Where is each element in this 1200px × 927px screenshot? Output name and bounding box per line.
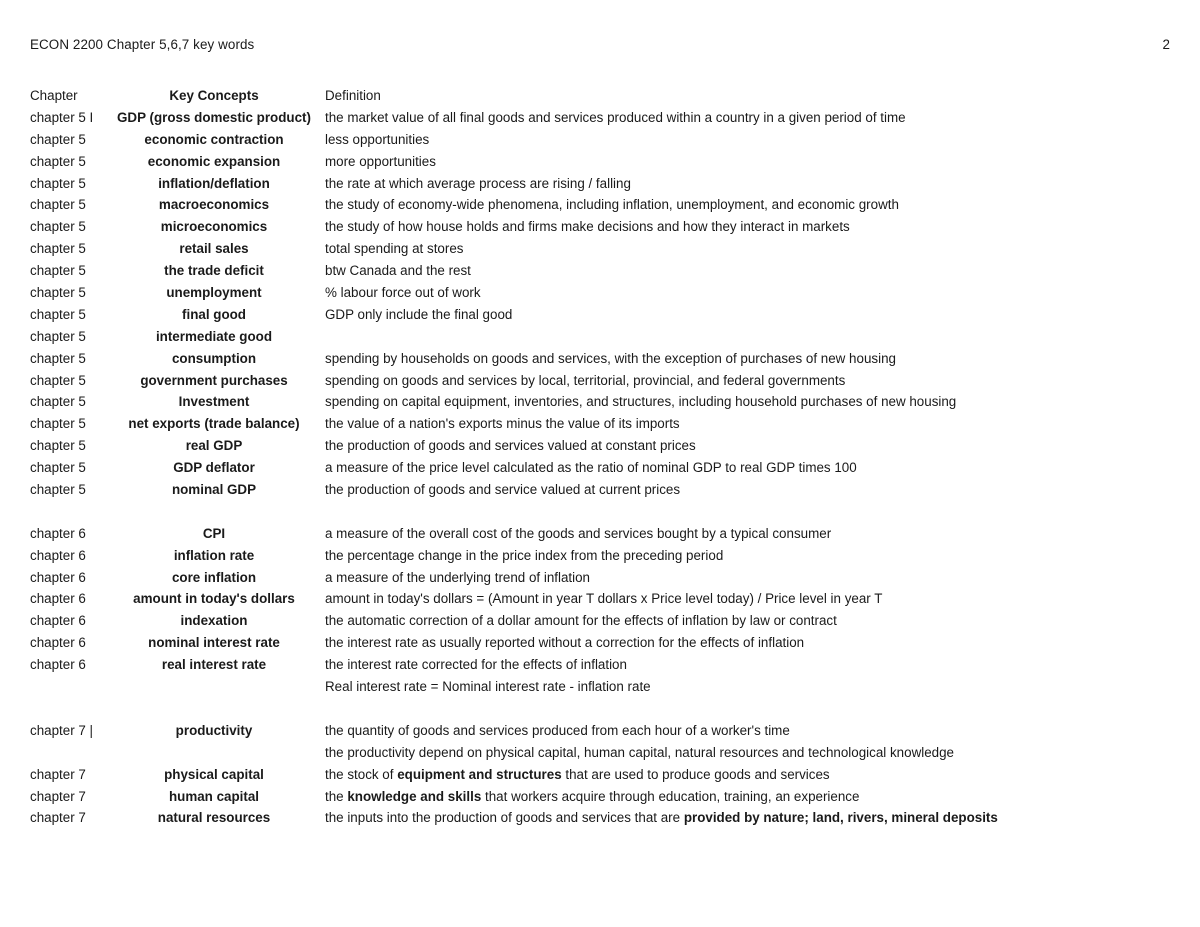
chapter-cell: chapter 6 <box>30 657 86 673</box>
chapter-cell: chapter 5 <box>30 328 86 344</box>
definition-text: that are used to produce goods and services <box>561 766 830 782</box>
table-row <box>30 610 1170 632</box>
definition-cell: the rate at which average process are rising / falling <box>325 175 631 191</box>
definition-cell: spending on capital equipment, inventories, and structures, including household purchases of new housing <box>325 394 957 410</box>
definition-cell: the percentage change in the price index from the preceding period <box>325 547 724 563</box>
chapter-cell: chapter 5 <box>30 482 86 498</box>
concept-cell: inflation/deflation <box>158 175 270 191</box>
column-header-key-concepts: Key Concepts <box>169 88 259 103</box>
definition-cell: the value of a nation's exports minus the value of its imports <box>325 416 680 432</box>
definition-emphasis: equipment and structures <box>397 766 562 782</box>
definition-cell: a measure of the price level calculated as the ratio of nominal GDP to real GDP times 100 <box>325 460 857 476</box>
table-row <box>30 567 1170 589</box>
table-row <box>30 413 1170 435</box>
chapter-cell: chapter 5 <box>30 197 86 213</box>
table-row <box>30 326 1170 348</box>
chapter-cell: chapter 5 <box>30 131 86 147</box>
chapter-cell: chapter 6 <box>30 613 86 629</box>
definition-cell <box>325 764 830 786</box>
table-row <box>30 173 1170 195</box>
concept-cell: economic contraction <box>144 131 284 147</box>
table-row <box>30 370 1170 392</box>
definition-cell: spending on goods and services by local, territorial, provincial, and federal governments <box>325 372 846 388</box>
concept-cell: real interest rate <box>161 657 267 673</box>
concept-cell: Investment <box>178 394 250 410</box>
table-row <box>30 457 1170 479</box>
definition-cell: % labour force out of work <box>325 285 481 301</box>
definition-cell: amount in today's dollars = (Amount in year T dollars x Price level today) / Price level in year T <box>325 591 883 607</box>
document-title: ECON 2200 Chapter 5,6,7 key words <box>30 37 255 52</box>
definition-cell: less opportunities <box>325 131 430 147</box>
definition-cell: more opportunities <box>325 153 436 169</box>
chapter-cell: chapter 7 <box>30 766 86 782</box>
table-row <box>30 194 1170 216</box>
table-row <box>30 545 1170 567</box>
blank-row <box>30 698 1170 720</box>
concept-cell: natural resources <box>157 810 271 826</box>
table-row <box>30 479 1170 501</box>
definition-cell <box>325 807 998 829</box>
chapter-cell: chapter 5 I <box>30 109 94 125</box>
table-row <box>30 807 1170 829</box>
table-row <box>30 742 1170 764</box>
chapter-cell: chapter 6 <box>30 547 86 563</box>
chapter-cell: chapter 7 <box>30 810 86 826</box>
definition-cell <box>325 786 859 808</box>
definition-cell: the interest rate as usually reported without a correction for the effects of inflation <box>325 635 805 651</box>
table-row <box>30 720 1170 742</box>
table-row <box>30 238 1170 260</box>
table-row <box>30 786 1170 808</box>
table-row <box>30 523 1170 545</box>
chapter-cell: chapter 7 | <box>30 722 94 738</box>
definition-cell: a measure of the overall cost of the goods and services bought by a typical consumer <box>325 525 832 541</box>
definition-cell: Real interest rate = Nominal interest rate - inflation rate <box>325 679 651 695</box>
concept-cell: CPI <box>202 525 226 541</box>
table-row <box>30 260 1170 282</box>
concept-cell: consumption <box>171 350 257 366</box>
definition-emphasis: knowledge and skills <box>347 788 482 804</box>
table-header-row <box>30 85 1170 107</box>
chapter-cell: chapter 5 <box>30 175 86 191</box>
chapter-cell: chapter 6 <box>30 591 86 607</box>
definition-text: that workers acquire through education, training, an experience <box>481 788 860 804</box>
concept-cell: nominal interest rate <box>148 635 280 651</box>
definition-cell: the market value of all final goods and services produced within a country in a given period of time <box>325 109 906 125</box>
definition-cell: the study of how house holds and firms make decisions and how they interact in markets <box>325 219 850 235</box>
chapter-cell: chapter 5 <box>30 460 86 476</box>
concept-cell: final good <box>182 306 246 322</box>
definition-cell: the productivity depend on physical capital, human capital, natural resources and technological knowledge <box>325 744 955 760</box>
definition-text: the inputs into the production of goods and services that are <box>325 810 684 826</box>
blank-row <box>30 501 1170 523</box>
chapter-cell: chapter 5 <box>30 263 86 279</box>
table-row <box>30 654 1170 676</box>
chapter-cell: chapter 5 <box>30 394 86 410</box>
page-number: 2 <box>1162 37 1170 52</box>
concept-cell: net exports (trade balance) <box>128 416 300 432</box>
chapter-cell: chapter 5 <box>30 416 86 432</box>
table-row <box>30 151 1170 173</box>
definition-cell: the study of economy-wide phenomena, including inflation, unemployment, and economic growth <box>325 197 899 213</box>
concept-cell: retail sales <box>179 241 249 257</box>
concept-cell: GDP deflator <box>173 460 255 476</box>
concept-cell: real GDP <box>185 438 243 454</box>
definition-cell: total spending at stores <box>325 241 464 257</box>
table-row <box>30 676 1170 698</box>
definition-cell: GDP only include the final good <box>325 306 513 322</box>
definition-cell: the production of goods and services valued at constant prices <box>325 438 696 454</box>
definition-cell: the automatic correction of a dollar amount for the effects of inflation by law or contract <box>325 613 837 629</box>
concept-cell: macroeconomics <box>158 197 270 213</box>
definition-cell: a measure of the underlying trend of inflation <box>325 569 591 585</box>
table-row <box>30 304 1170 326</box>
chapter-cell: chapter 5 <box>30 372 86 388</box>
definition-text: the stock of <box>325 766 398 782</box>
definition-cell: the interest rate corrected for the effects of inflation <box>325 657 627 673</box>
definition-cell: the production of goods and service valued at current prices <box>325 482 681 498</box>
concept-cell: physical capital <box>164 766 264 782</box>
table-row <box>30 435 1170 457</box>
concept-cell: GDP (gross domestic product) <box>117 109 311 125</box>
definition-cell: btw Canada and the rest <box>325 263 471 279</box>
chapter-cell: chapter 5 <box>30 241 86 257</box>
table-row <box>30 282 1170 304</box>
chapter-cell: chapter 6 <box>30 525 86 541</box>
table-row <box>30 764 1170 786</box>
column-header-definition: Definition <box>325 88 381 103</box>
table-row <box>30 348 1170 370</box>
table-row <box>30 107 1170 129</box>
table-row <box>30 129 1170 151</box>
concept-cell: inflation rate <box>173 547 255 563</box>
concept-cell: economic expansion <box>147 153 281 169</box>
concept-cell: human capital <box>168 788 260 804</box>
concept-cell: the trade deficit <box>164 263 264 279</box>
concept-cell: intermediate good <box>155 328 273 344</box>
definition-text: the <box>325 788 348 804</box>
definition-emphasis: provided by nature; land, rivers, mineral deposits <box>683 810 998 826</box>
chapter-cell: chapter 5 <box>30 350 86 366</box>
chapter-cell: chapter 6 <box>30 569 86 585</box>
column-header-chapter: Chapter <box>30 88 78 103</box>
concept-cell: unemployment <box>166 285 262 301</box>
chapter-cell: chapter 5 <box>30 153 86 169</box>
page-header <box>30 37 1170 55</box>
definition-cell: spending by households on goods and services, with the exception of purchases of new housing <box>325 350 896 366</box>
chapter-cell: chapter 5 <box>30 219 86 235</box>
concept-cell: core inflation <box>171 569 257 585</box>
chapter-cell: chapter 5 <box>30 285 86 301</box>
chapter-cell: chapter 5 <box>30 306 86 322</box>
concept-cell: government purchases <box>140 372 288 388</box>
concept-cell: productivity <box>175 722 253 738</box>
concept-cell: amount in today's dollars <box>133 591 295 607</box>
chapter-cell: chapter 7 <box>30 788 86 804</box>
concept-cell: indexation <box>180 613 248 629</box>
concept-cell: microeconomics <box>160 219 268 235</box>
table-row <box>30 588 1170 610</box>
key-words-table <box>30 85 1170 829</box>
table-row <box>30 391 1170 413</box>
definition-cell: the quantity of goods and services produced from each hour of a worker's time <box>325 722 790 738</box>
chapter-cell: chapter 6 <box>30 635 86 651</box>
concept-cell: nominal GDP <box>171 482 257 498</box>
table-row <box>30 216 1170 238</box>
chapter-cell: chapter 5 <box>30 438 86 454</box>
table-row <box>30 632 1170 654</box>
